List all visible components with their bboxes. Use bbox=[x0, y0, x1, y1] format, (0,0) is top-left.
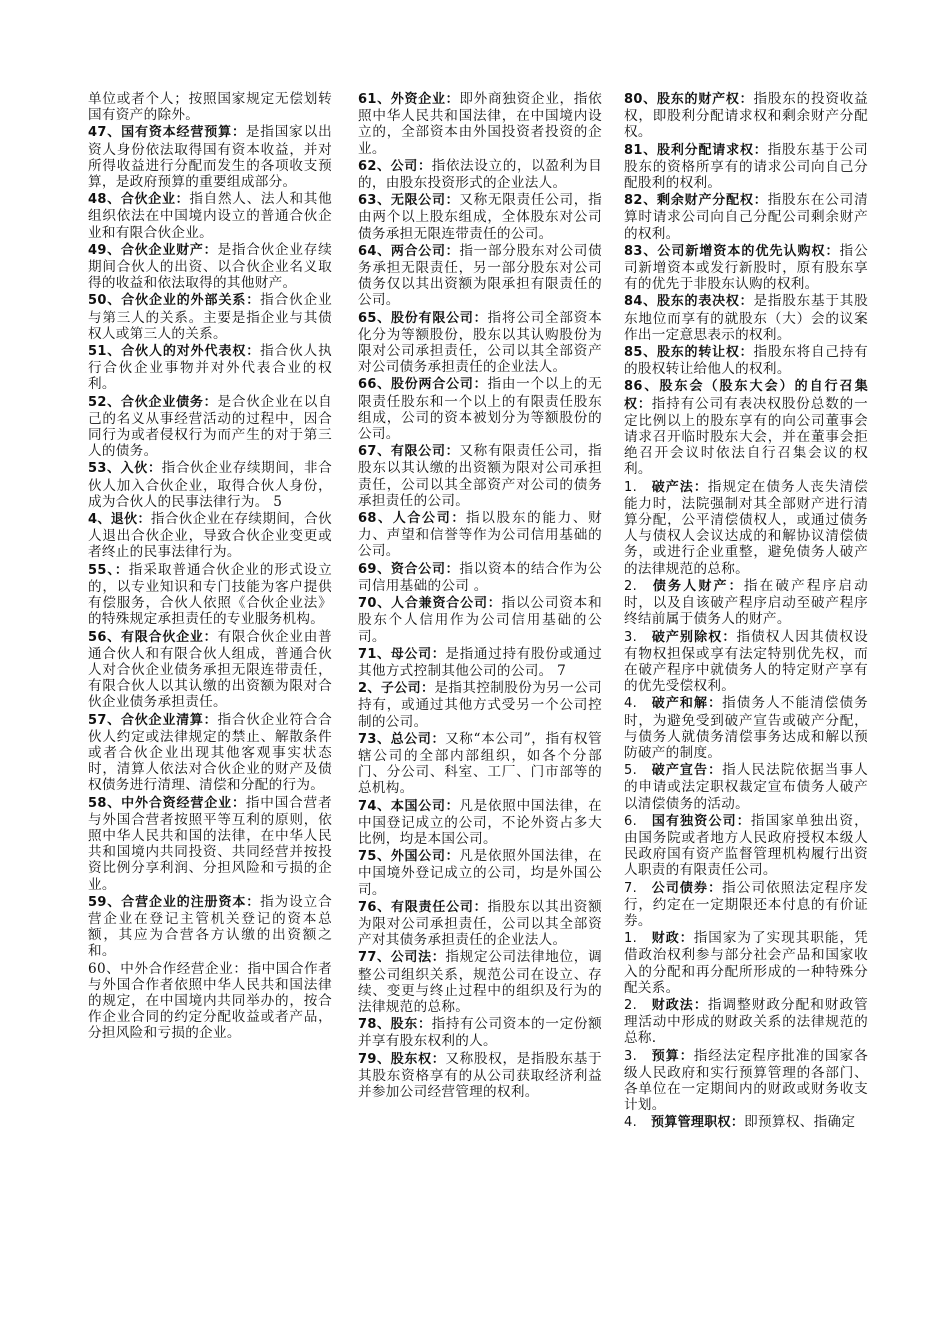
item-number: 2、 bbox=[358, 681, 381, 697]
definition-text: 指由一个以上的无限责任股东和一个以上的有限责任股东组成，公司的资本被划分为等额股份的公司。 bbox=[358, 376, 602, 443]
definition-paragraph bbox=[358, 1016, 602, 1049]
definition-paragraph bbox=[358, 595, 602, 645]
term-separator: ： bbox=[445, 849, 460, 865]
definition-text: 单位或者个人；按照国家规定无偿划转国有资产的除外。 bbox=[88, 91, 332, 124]
term-separator: ： bbox=[246, 344, 261, 360]
definition-text: 指以资本的结合作为公司信用基础的公司 。 bbox=[358, 560, 602, 594]
term: 合伙人的对外代表权 bbox=[121, 344, 247, 360]
term-separator: ： bbox=[431, 731, 446, 747]
definition-text: 指采取普通合伙企业的形式设立的，以专业知识和专门技能为客户提供有偿服务，合伙人依照《合伙企业法》的特殊规定承担责任的专业服务机构。 bbox=[88, 561, 332, 628]
definition-paragraph bbox=[358, 243, 602, 309]
definition-paragraph bbox=[358, 1051, 602, 1101]
item-number: 50、 bbox=[88, 293, 122, 309]
item-number: 82、 bbox=[624, 193, 658, 209]
item-number: 53、 bbox=[88, 461, 121, 477]
definition-text: 指一部分股东对公司债务承担无限责任，另一部分股东对公司债务仅以其出资额为限承担有限责任的公司。 bbox=[358, 242, 602, 309]
term-separator: ： bbox=[231, 125, 246, 141]
item-number: 83、 bbox=[624, 243, 658, 259]
definition-paragraph bbox=[358, 899, 602, 949]
definition-text: 指在破产程序启动时，以及自该破产程序启动至破产程序终结前属于债务人的财产。 bbox=[624, 577, 868, 628]
item-number: 85、 bbox=[624, 345, 657, 361]
term-separator: ： bbox=[203, 712, 218, 728]
item-number: 79、 bbox=[358, 1051, 391, 1067]
definition-text: 指合伙企业与第三人的关系。主要是指企业与其债权人或第三人的关系。 bbox=[88, 292, 333, 342]
definition-paragraph bbox=[624, 629, 868, 695]
term: 国有资本经营预算 bbox=[121, 125, 232, 141]
definition-paragraph bbox=[624, 142, 868, 192]
definition-paragraph bbox=[624, 192, 868, 242]
term-separator: ： bbox=[417, 1017, 432, 1033]
term: 财政法 bbox=[651, 997, 694, 1013]
term-separator: ： bbox=[445, 92, 460, 107]
item-number: 73、 bbox=[358, 731, 391, 747]
item-number: 75、 bbox=[358, 849, 391, 865]
definition-text: 是合伙企业在以自己的名义从事经营活动的过程中，因合同行为或者侵权行为而产生的对于第三人的债务。 bbox=[88, 393, 332, 460]
definition-paragraph bbox=[88, 562, 332, 628]
term-separator: ： bbox=[203, 242, 218, 258]
term: 股利分配请求权 bbox=[657, 142, 754, 158]
item-number: 68、 bbox=[358, 511, 393, 527]
definition-text: 即外商独资企业，指依照中华人民共和国法律，在中国境内设立的，全部资本由外国投资者投资的企业。 bbox=[358, 91, 602, 157]
term-separator: ： bbox=[679, 931, 694, 947]
definition-text: 60、中外合作经营企业：指中国合作者与外国合作者依照中华人民共和国法律的规定，在中国境内共同举办的，按合作企业合同的约定分配收益或者产品，分担风险和亏损的企业。 bbox=[88, 960, 332, 1042]
definition-paragraph bbox=[624, 930, 868, 996]
item-number: 65、 bbox=[358, 310, 391, 326]
term-separator: ： bbox=[825, 243, 840, 259]
definition-text: 指债权人因其债权设有物权担保或享有法定特别优先权，而在破产程序中就债务人的特定财产享有的优先受偿权利。 bbox=[624, 628, 868, 695]
definition-paragraph bbox=[624, 91, 868, 141]
definition-text: 指债务人不能清偿债务时，为避免受到破产宣告或破产分配，与债务人就债务清偿事务达成和解以预防破产的制度。 bbox=[624, 695, 868, 761]
term: 破产别除权 bbox=[651, 629, 723, 645]
item-number: 74、 bbox=[358, 798, 391, 814]
term-separator: ： bbox=[231, 795, 246, 811]
definition-text: 指将公司全部资本化分为等额股份，股东以其认购股份为限对公司承担责任，公司以其全部资产对公司债务承担责任的企业法人。 bbox=[358, 309, 602, 376]
term-separator: ： bbox=[708, 763, 723, 779]
definition-text: 指股东以其出资额为限对公司承担责任，公司以其全部资产对其债务承担责任的企业法人。 bbox=[358, 898, 602, 949]
definition-paragraph bbox=[88, 191, 332, 241]
term: 股份有限公司 bbox=[390, 310, 474, 326]
term: 资合公司 bbox=[390, 561, 446, 577]
term-separator: ： bbox=[693, 479, 708, 495]
term-separator: ： bbox=[473, 377, 488, 393]
definition-text: 指自然人、法人和其他组织依法在中国境内设立的普通合伙企业和有限合伙企业。 bbox=[88, 191, 332, 241]
definition-paragraph bbox=[624, 293, 868, 343]
definition-text: 指中国合营者与外国合营者按照平等互利的原则，依照中华人民共和国的法律，在中华人民共和国境内共同投资、共同经营并按投资比例分享利润、分担风险和亏损的企业。 bbox=[88, 794, 332, 893]
definition-paragraph bbox=[624, 578, 868, 628]
term: 合伙企业财产 bbox=[120, 242, 204, 258]
term: 有限合伙企业 bbox=[120, 629, 204, 645]
item-number: 3. bbox=[624, 1048, 638, 1064]
term: 合伙企业债务 bbox=[120, 394, 204, 410]
item-number: 52、 bbox=[88, 394, 121, 410]
definition-text: 指为设立合营企业在登记主管机关登记的资本总额，其应为合营各方认缴的出资额之和。 bbox=[88, 893, 333, 960]
term: 股东的财产权 bbox=[656, 92, 740, 107]
definition-text: 凡是依照中国法律，在中国登记成立的公司，不论外资占多大比例，均是本国公司。 bbox=[358, 797, 602, 847]
definition-paragraph bbox=[88, 124, 332, 190]
definition-text: 指股东将自己持有的股权转让给他人的权利。 bbox=[624, 344, 868, 378]
term-separator: ： bbox=[114, 562, 129, 578]
definition-paragraph bbox=[624, 378, 868, 477]
term: 退伙 bbox=[110, 512, 138, 528]
definition-paragraph bbox=[88, 795, 332, 893]
item-number: 47、 bbox=[88, 125, 122, 141]
term-separator: ： bbox=[420, 681, 435, 697]
term-separator: ： bbox=[753, 142, 768, 158]
item-number: 63、 bbox=[358, 193, 391, 209]
item-number: 78、 bbox=[358, 1017, 391, 1033]
definition-paragraph bbox=[624, 243, 868, 293]
term: 破产法 bbox=[651, 479, 694, 495]
term-separator: ： bbox=[431, 646, 446, 662]
definition-text: 指经法定程序批准的国家各级人民政府和实行预算管理的各部门、各单位在一定期间内的财政或财务收支计划。 bbox=[624, 1047, 868, 1114]
term-separator: ： bbox=[203, 394, 218, 410]
definition-text: 指持有公司有表决权股份总数的一定比例以上的股东享有的向公司董事会请求召开临时股东大会，并在董事会拒绝召开会议时依法自行召集会议的权利。 bbox=[624, 395, 869, 478]
definition-text: 指股东的投资收益权，即股利分配请求权和剩余财产分配权。 bbox=[624, 91, 868, 141]
term-separator: ： bbox=[445, 243, 460, 259]
term-separator: ： bbox=[147, 461, 162, 477]
term-separator: ： bbox=[728, 578, 744, 594]
definition-text: 指以股东的能力、财力、声望和信誉等作为公司信用基础的公司。 bbox=[358, 510, 602, 560]
definition-text: 指合伙企业在存续期间，合伙人退出合伙企业，导致合伙企业变更或者终止的民事法律行为。 bbox=[88, 511, 332, 561]
term-separator: ： bbox=[487, 596, 502, 612]
item-number: 4. bbox=[624, 1115, 638, 1131]
term-separator: ： bbox=[473, 310, 488, 326]
item-number: 70、 bbox=[358, 596, 392, 612]
item-number: 58、 bbox=[88, 795, 122, 811]
definition-text: 指国家单独出资，由国务院或者地方人民政府授权本级人民政府国有资产监督管理机构履行出资人职责的有限责任公司。 bbox=[624, 812, 868, 879]
definition-paragraph bbox=[88, 511, 332, 561]
term: 破产和解 bbox=[651, 696, 709, 712]
item-number: 6. bbox=[624, 813, 638, 829]
definition-paragraph bbox=[88, 292, 332, 342]
definition-paragraph bbox=[624, 695, 868, 761]
term-separator: ： bbox=[473, 899, 488, 915]
definition-paragraph bbox=[624, 344, 868, 377]
definition-paragraph bbox=[358, 443, 602, 509]
item-number: 1. bbox=[624, 931, 638, 947]
term: 人合公司 bbox=[392, 511, 452, 527]
term: 外资企业 bbox=[390, 92, 446, 107]
term: 剩余财产分配权 bbox=[657, 193, 754, 209]
definition-text: 指调整财政分配和财政管理活动中形成的财政关系的法律规范的总称. bbox=[624, 996, 868, 1047]
item-number: 4、 bbox=[88, 512, 111, 528]
definition-paragraph bbox=[624, 813, 868, 879]
term-separator: ： bbox=[739, 92, 754, 107]
term: 股东的转让权 bbox=[656, 345, 740, 361]
item-number: 2. bbox=[624, 578, 638, 594]
definition-text: 指依法设立的，以盈利为目的，由股东投资形式的企业法人。 bbox=[358, 157, 602, 192]
term: 母公司 bbox=[390, 646, 432, 662]
definition-paragraph bbox=[358, 680, 602, 730]
term: 入伙 bbox=[120, 461, 148, 477]
term: 合伙企业清算 bbox=[120, 712, 204, 728]
term-separator: ： bbox=[417, 158, 432, 174]
item-number: 61、 bbox=[358, 92, 391, 107]
term: 公司新增资本的优先认购权 bbox=[657, 243, 826, 259]
term: 总公司 bbox=[390, 731, 432, 747]
definition-text: 是指国家以出资人身份依法取得国有资本收益，并对所得收益进行分配而发生的各项收支预算，是政府预算的重要组成部分。 bbox=[88, 124, 332, 191]
term-separator: ： bbox=[175, 192, 190, 208]
item-number: 3. bbox=[624, 629, 638, 645]
definition-text: 指公司依照法定程序发行，约定在一定期限还本付息的有价证券。 bbox=[624, 879, 868, 929]
term: 股东权 bbox=[390, 1051, 432, 1067]
definition-text: 指以公司资本和股东个人信用作为公司信用基础的公司。 bbox=[358, 595, 602, 645]
term-separator: ： bbox=[137, 512, 151, 528]
term-separator: ： bbox=[246, 894, 261, 910]
term: 预算管理职权 bbox=[651, 1115, 731, 1131]
term: 股东的表决权 bbox=[656, 294, 740, 310]
term-separator: ： bbox=[431, 950, 446, 966]
column-2 bbox=[358, 91, 602, 1101]
item-number: 5. bbox=[624, 763, 638, 779]
item-number: 67、 bbox=[358, 444, 391, 460]
item-number: 4. bbox=[624, 696, 638, 712]
item-number: 49、 bbox=[88, 242, 121, 258]
definition-text: 又称股权，是指股东基于其股东资格享有的从公司获取经济利益并参加公司经营管理的权利。 bbox=[358, 1050, 602, 1100]
definition-paragraph bbox=[358, 376, 602, 442]
term: 财政 bbox=[651, 931, 680, 947]
term-separator: ： bbox=[445, 444, 460, 460]
term: 合伙企业的外部关系 bbox=[121, 293, 247, 309]
item-number: 56、 bbox=[88, 629, 121, 645]
definition-text: 指合伙人执行合伙企业事物并对外代表合业的权利。 bbox=[88, 343, 333, 393]
term-separator: ： bbox=[451, 511, 467, 527]
term: 股份两合公司 bbox=[390, 377, 474, 393]
definition-paragraph bbox=[624, 880, 868, 930]
term-separator: ： bbox=[739, 294, 754, 310]
term-separator: ： bbox=[730, 1115, 745, 1131]
definition-paragraph bbox=[88, 961, 332, 1042]
item-number: 77、 bbox=[358, 950, 391, 966]
term: 中外合资经营企业 bbox=[121, 795, 232, 811]
item-number: 84、 bbox=[624, 294, 657, 310]
column-1 bbox=[88, 91, 332, 1043]
definition-text: 又称“本公司”，指有权管辖公司的全部内部组织，如各个分部门、分公司、科室、工厂、门市部等的总机构。 bbox=[358, 730, 602, 797]
definition-paragraph bbox=[88, 460, 332, 510]
term-separator: ： bbox=[693, 997, 708, 1013]
term: 合伙企业 bbox=[120, 192, 176, 208]
term: 公司法 bbox=[390, 950, 432, 966]
term-separator: ： bbox=[637, 396, 652, 412]
term: 子公司 bbox=[380, 681, 421, 697]
item-number: 64、 bbox=[358, 243, 391, 259]
definition-text: 有限合伙企业由普通合伙人和有限合伙人组成，普通合伙人对合伙企业债务承担无限连带责任，有限合伙人以其认缴的出资额为限对合伙企业债务承担责任。 bbox=[88, 628, 332, 711]
definition-text: 指股东基于公司股东的资格所享有的请求公司向自己分配股利的权利。 bbox=[624, 141, 868, 192]
definition-paragraph bbox=[358, 310, 602, 376]
term-separator: ： bbox=[736, 813, 751, 829]
definition-paragraph bbox=[358, 91, 602, 157]
definition-text: 指人民法院依据当事人的申请或法定职权裁定宣布债务人破产以清偿债务的活动。 bbox=[624, 762, 868, 812]
term-separator: ： bbox=[203, 629, 218, 645]
definition-paragraph bbox=[358, 798, 602, 848]
term: 合营企业的注册资本 bbox=[121, 894, 247, 910]
definition-text: 指国家为了实现其职能，凭借政治权利参与部分社会产品和国家收入的分配和再分配所形成的一种特殊分配关系。 bbox=[624, 930, 868, 996]
definition-text: 指规定公司法律地位，调整公司组织关系，规范公司在设立、存续、变更与终止过程中的组织及行为的法律规范的总称。 bbox=[358, 949, 602, 1015]
term-separator: ： bbox=[445, 193, 460, 209]
definition-paragraph bbox=[88, 242, 332, 292]
term: 公司债券 bbox=[651, 880, 709, 896]
definition-text: 又称有限责任公司，指股东以其认缴的出资额为限对公司承担责任，公司以其全部资产对公司的债务承担责任的公司。 bbox=[358, 443, 602, 509]
item-number: 55、 bbox=[88, 562, 115, 578]
definition-text: 指股东在公司清算时请求公司向自己分配公司剩余财产的权利。 bbox=[624, 192, 868, 242]
definition-text: 指合伙企业符合合伙人约定或法律规定的禁止、解散条件或者合伙企业出现其他客观事实状态时，清算人依法对合伙企业的财产及债权债务进行清理、清偿和分配的行为。 bbox=[88, 711, 332, 794]
term: 本国公司 bbox=[390, 798, 446, 814]
definition-text: 又称无限责任公司，指由两个以上股东组成，全体股东对公司债务承担无限连带责任的公司。 bbox=[358, 192, 602, 242]
term-separator: ： bbox=[431, 1051, 446, 1067]
term-separator: ： bbox=[739, 345, 754, 361]
definition-paragraph bbox=[358, 192, 602, 242]
term-separator: ： bbox=[679, 1048, 694, 1064]
definition-paragraph bbox=[88, 894, 332, 960]
definition-paragraph bbox=[358, 731, 602, 797]
item-number: 59、 bbox=[88, 894, 122, 910]
definition-paragraph bbox=[88, 394, 332, 460]
definition-paragraph bbox=[358, 848, 602, 898]
definition-paragraph bbox=[624, 1048, 868, 1114]
definition-paragraph bbox=[358, 646, 602, 679]
definition-text: 指公司新增资本或发行新股时，原有股东享有的优先于非股东认购的权利。 bbox=[624, 242, 868, 293]
term: 债务人财产 bbox=[651, 578, 729, 594]
column-3 bbox=[624, 91, 868, 1133]
term: 破产宣告 bbox=[651, 763, 709, 779]
term-separator: ： bbox=[722, 629, 737, 645]
item-number: 62、 bbox=[358, 158, 391, 174]
definition-text: 指持有公司资本的一定份额并享有股东权利的人。 bbox=[358, 1016, 602, 1050]
term-separator: ： bbox=[445, 798, 460, 814]
item-number: 80、 bbox=[624, 92, 657, 107]
term: 外国公司 bbox=[390, 849, 446, 865]
definition-text: 是指其控制股份为另一公司持有，或通过其他方式受另一个公司控制的公司。 bbox=[358, 680, 602, 730]
term-separator: ： bbox=[445, 561, 460, 577]
term: 无限公司 bbox=[390, 193, 446, 209]
definition-text: 指合伙企业存续期间，非合伙人加入合伙企业，取得合伙人身份，成为合伙人的民事法律行为。 5 bbox=[88, 460, 332, 510]
term: 股东会（股东大会）的自行召集权 bbox=[624, 379, 868, 412]
definition-paragraph bbox=[624, 479, 868, 577]
definition-text: 是指股东基于其股东地位而享有的就股东（大）会的议案作出一定意思表示的权利。 bbox=[624, 293, 868, 343]
definition-paragraph bbox=[624, 997, 868, 1047]
term: 国有独资公司 bbox=[651, 813, 737, 829]
item-number: 7. bbox=[624, 880, 638, 896]
term: 人合兼资合公司 bbox=[391, 596, 488, 612]
definition-paragraph bbox=[88, 343, 332, 393]
term-separator: ： bbox=[708, 880, 723, 896]
term-separator: ： bbox=[708, 696, 723, 712]
term-separator: ： bbox=[753, 193, 768, 209]
definition-paragraph bbox=[88, 91, 332, 123]
term-separator: ： bbox=[246, 293, 261, 309]
term: 两合公司 bbox=[390, 243, 446, 259]
item-number: 76、 bbox=[358, 899, 391, 915]
definition-paragraph bbox=[358, 510, 602, 560]
item-number: 86、 bbox=[624, 379, 660, 395]
definition-text: 即预算权、指确定 bbox=[744, 1114, 856, 1131]
item-number: 71、 bbox=[358, 646, 391, 662]
term: 有限公司 bbox=[390, 444, 446, 460]
definition-text: 是指合伙企业存续期间合伙人的出资、以合伙企业名义取得的收益和依法取得的其他财产。 bbox=[88, 241, 332, 292]
definition-text: 指规定在债务人丧失清偿能力时，法院强制对其全部财产进行清算分配，公平清偿债权人，或通过债务人与债权人会议达成的和解协议清偿债务，或进行企业重整，避免债务人破产的法律规范的总称。 bbox=[624, 478, 868, 577]
item-number: 81、 bbox=[624, 142, 658, 158]
term: 有限责任公司 bbox=[390, 899, 474, 915]
item-number: 69、 bbox=[358, 561, 391, 577]
item-number: 2. bbox=[624, 997, 638, 1013]
definition-text: 是指通过持有股份或通过其他方式控制其他公司的公司。 7 bbox=[358, 645, 602, 679]
item-number: 57、 bbox=[88, 712, 121, 728]
term: 股东 bbox=[390, 1017, 418, 1033]
definition-text: 凡是依照外国法律，在中国境外登记成立的公司，均是外国公司。 bbox=[358, 848, 602, 898]
item-number: 48、 bbox=[88, 192, 121, 208]
definition-paragraph bbox=[88, 629, 332, 711]
definition-paragraph bbox=[358, 158, 602, 191]
definition-paragraph bbox=[358, 561, 602, 594]
definition-paragraph bbox=[624, 762, 868, 812]
definition-paragraph bbox=[88, 712, 332, 794]
definition-paragraph bbox=[624, 1114, 868, 1131]
term: 公司 bbox=[390, 158, 418, 174]
item-number: 66、 bbox=[358, 377, 391, 393]
item-number: 51、 bbox=[88, 344, 122, 360]
term: 预算 bbox=[651, 1048, 680, 1064]
item-number: 1. bbox=[624, 479, 638, 495]
definition-paragraph bbox=[358, 949, 602, 1015]
